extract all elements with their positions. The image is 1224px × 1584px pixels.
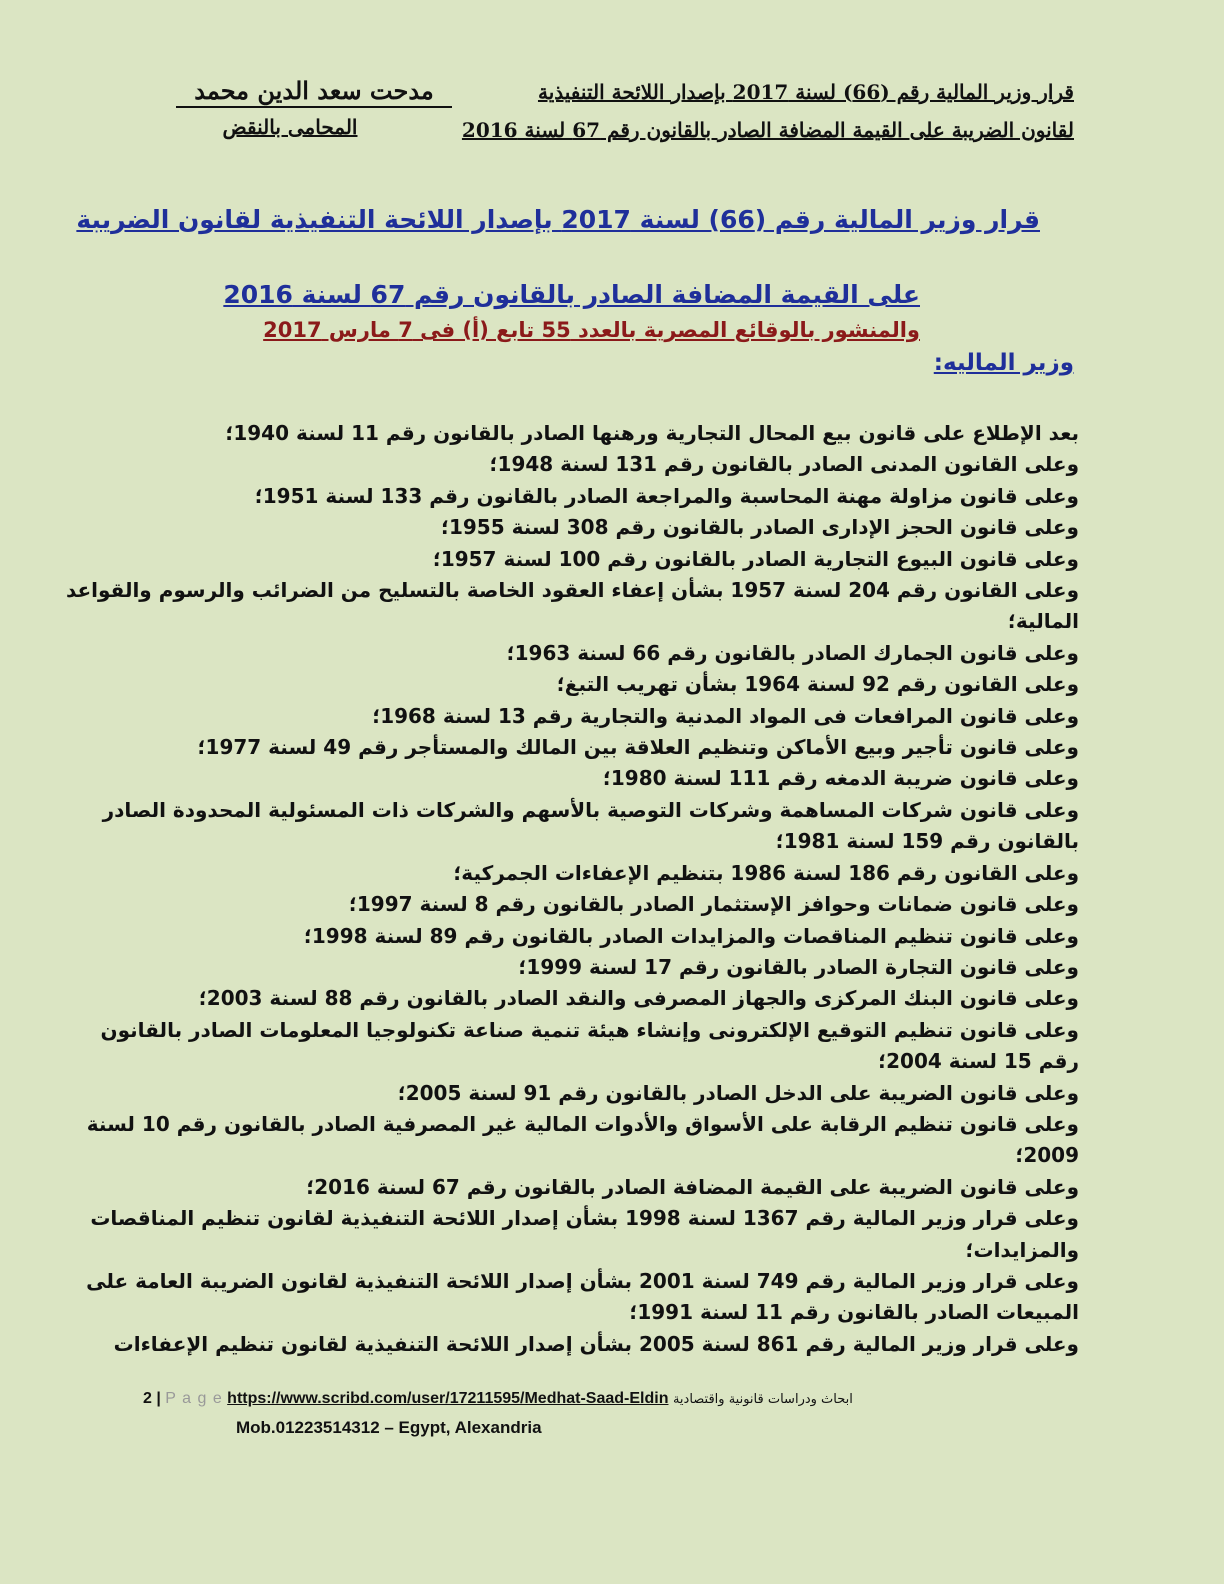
body-line: وعلى قانون الضريبة على القيمة المضافة الصادر بالقانون رقم 67 لسنة 2016؛ bbox=[306, 1174, 1079, 1199]
footer-separator: | bbox=[156, 1390, 161, 1407]
body-line: وعلى قانون شركات المساهمة وشركات التوصية بالأسهم والشركات ذات المسئولية المحدودة الصادر bbox=[102, 797, 1079, 822]
body-line: وعلى قرار وزير المالية رقم 861 لسنة 2005 بشأن إصدار اللائحة التنفيذية لقانون تنظيم الإعفاءات bbox=[113, 1331, 1079, 1356]
header-doc-title-line1: قرار وزير المالية رقم (66) لسنة 2017 بإصدار اللائحة التنفيذية bbox=[537, 80, 1074, 104]
body-line: وعلى القانون رقم 186 لسنة 1986 بتنظيم الإعفاءات الجمركية؛ bbox=[453, 860, 1079, 885]
body-line: رقم 15 لسنة 2004؛ bbox=[878, 1049, 1079, 1074]
footer-page-word: P a g e bbox=[165, 1390, 223, 1407]
body-line: وعلى قانون تأجير وبيع الأماكن وتنظيم العلاقة بين المالك والمستأجر رقم 49 لسنة 1977؛ bbox=[197, 735, 1079, 760]
body-line: وعلى قرار وزير المالية رقم 749 لسنة 2001 بشأن إصدار اللائحة التنفيذية لقانون الضريبة العامة على bbox=[86, 1268, 1079, 1293]
body-line: وعلى قانون تنظيم المناقصات والمزايدات الصادر بالقانون رقم 89 لسنة 1998؛ bbox=[303, 923, 1079, 948]
body-line: بعد الإطلاع على قانون بيع المحال التجارية ورهنها الصادر بالقانون رقم 11 لسنة 1940؛ bbox=[225, 421, 1079, 445]
body-line: وعلى قانون تنظيم الرقابة على الأسواق والأدوات المالية غير المصرفية الصادر بالقانون رقم 10 لسنة bbox=[86, 1111, 1079, 1136]
footer-line bbox=[143, 1390, 983, 1408]
body-line: وعلى قانون الجمارك الصادر بالقانون رقم 66 لسنة 1963؛ bbox=[506, 640, 1079, 665]
body-line: وعلى قانون الضريبة على الدخل الصادر بالقانون رقم 91 لسنة 2005؛ bbox=[397, 1080, 1079, 1105]
body-line: بالقانون رقم 159 لسنة 1981؛ bbox=[775, 829, 1079, 854]
body-line: وعلى القانون رقم 92 لسنة 1964 بشأن تهريب التبغ؛ bbox=[556, 672, 1079, 697]
page-title-line2: على القيمة المضافة الصادر بالقانون رقم 67 لسنة 2016 bbox=[223, 280, 920, 309]
body-line: وعلى قانون تنظيم التوقيع الإلكترونى وإنشاء هيئة تنمية صناعة تكنولوجيا المعلومات الصادر بالقانون bbox=[100, 1017, 1079, 1042]
body-line: وعلى قانون ضريبة الدمغه رقم 111 لسنة 1980؛ bbox=[602, 766, 1079, 791]
body-line: وعلى القانون المدنى الصادر بالقانون رقم 131 لسنة 1948؛ bbox=[489, 452, 1079, 477]
body-line: وعلى قانون الحجز الإدارى الصادر بالقانون رقم 308 لسنة 1955؛ bbox=[440, 515, 1079, 540]
page-title-line1: قرار وزير المالية رقم (66) لسنة 2017 بإصدار اللائحة التنفيذية لقانون الضريبة bbox=[76, 205, 1040, 234]
body-line: وعلى قانون البنك المركزى والجهاز المصرفى والنقد الصادر بالقانون رقم 88 لسنة 2003؛ bbox=[198, 986, 1079, 1011]
header-author-name: مدحت سعد الدين محمد bbox=[176, 76, 452, 108]
body-line: والمزايدات؛ bbox=[965, 1237, 1079, 1262]
body-line: وعلى قانون مزاولة مهنة المحاسبة والمراجعة الصادر بالقانون رقم 133 لسنة 1951؛ bbox=[254, 483, 1079, 508]
body-line: وعلى قانون البيوع التجارية الصادر بالقانون رقم 100 لسنة 1957؛ bbox=[432, 546, 1079, 571]
header-author-role: المحامى بالنقض bbox=[222, 115, 358, 139]
body-line: وعلى قانون التجارة الصادر بالقانون رقم 17 لسنة 1999؛ bbox=[518, 954, 1079, 979]
body-line: المالية؛ bbox=[1007, 609, 1079, 634]
minister-heading: وزير الماليه: bbox=[933, 350, 1074, 376]
body-line: وعلى قرار وزير المالية رقم 1367 لسنة 1998 بشأن إصدار اللائحة التنفيذية لقانون تنظيم المناقصات bbox=[90, 1206, 1079, 1231]
body-line: المبيعات الصادر بالقانون رقم 11 لسنة 1991؛ bbox=[629, 1300, 1079, 1325]
preamble-body bbox=[65, 418, 1079, 1360]
footer-research-label: ابحاث ودراسات قانونية واقتصادية bbox=[672, 1392, 853, 1407]
body-line: وعلى قانون المرافعات فى المواد المدنية والتجارية رقم 13 لسنة 1968؛ bbox=[372, 703, 1079, 728]
footer-url-link[interactable]: https://www.scribd.com/user/17211595/Medhat-Saad-Eldin bbox=[227, 1390, 669, 1407]
footer-mobile: Mob.01223514312 – Egypt, Alexandria bbox=[236, 1418, 542, 1437]
body-line: وعلى القانون رقم 204 لسنة 1957 بشأن إعفاء العقود الخاصة بالتسليح من الضرائب والرسوم والقواعد bbox=[65, 578, 1079, 603]
body-line: وعلى قانون ضمانات وحوافز الإستثمار الصادر بالقانون رقم 8 لسنة 1997؛ bbox=[348, 892, 1079, 917]
page-subtitle-gazette: والمنشور بالوقائع المصرية بالعدد 55 تابع (أ) فى 7 مارس 2017 bbox=[263, 318, 920, 342]
body-line: 2009؛ bbox=[1015, 1143, 1079, 1168]
footer-page-number: 2 bbox=[143, 1390, 152, 1407]
header-doc-title-line2: لقانون الضريبة على القيمة المضافة الصادر بالقانون رقم 67 لسنة 2016 bbox=[461, 118, 1074, 142]
